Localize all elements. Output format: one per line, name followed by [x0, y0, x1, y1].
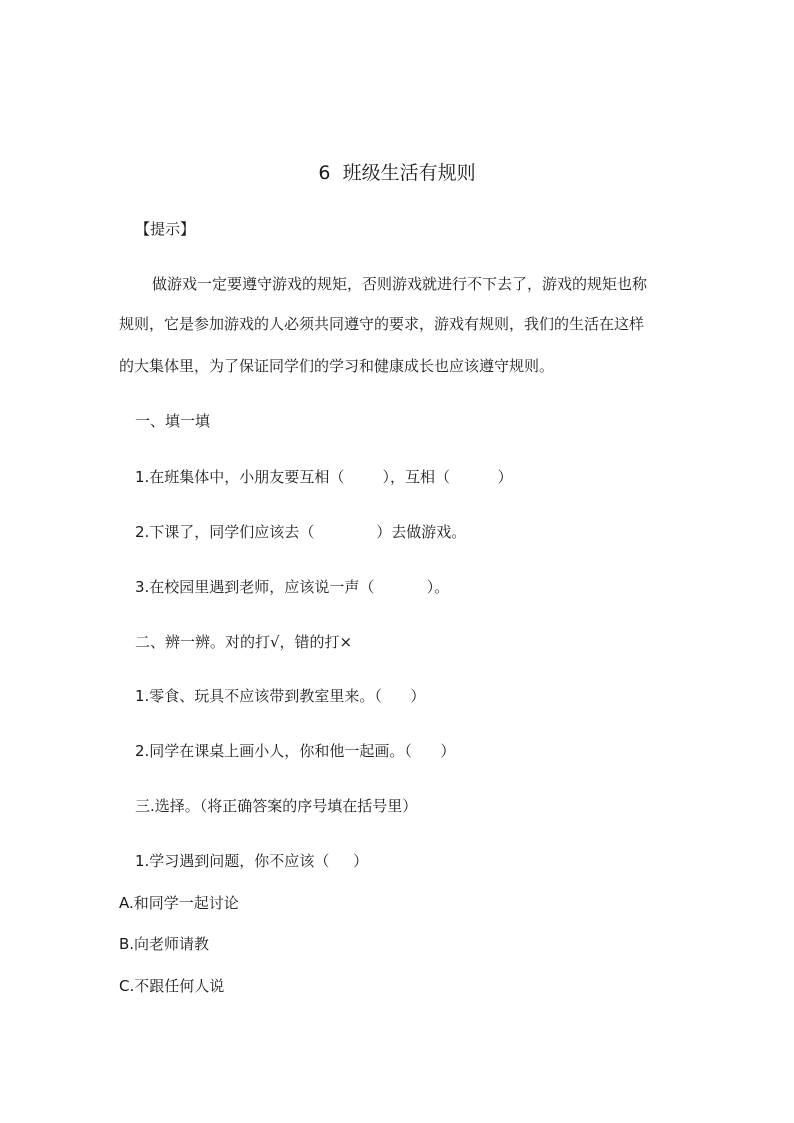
judge-question: 2.同学在课桌上画小人，你和他一起画。（ ）: [135, 742, 456, 760]
document-title: 6 班级生活有规则: [318, 162, 476, 184]
hint-line: 做游戏一定要遵守游戏的规矩，否则游戏就进行不下去了，游戏的规矩也称: [152, 275, 648, 293]
fill-question: 3.在校园里遇到老师，应该说一声（ ）。: [135, 578, 450, 596]
choice-question: 1.学习遇到问题，你不应该（ ）: [135, 852, 369, 870]
judge-question: 1.零食、玩具不应该带到教室里来。（ ）: [135, 687, 426, 705]
section1-heading: 一、填一填: [135, 412, 211, 430]
section3-heading: 三.选择。（将正确答案的序号填在括号里）: [135, 797, 418, 815]
section2-heading: 二、辨一辨。对的打√，错的打×: [135, 633, 353, 651]
fill-question: 2.下课了，同学们应该去（ ）去做游戏。: [135, 523, 467, 541]
hint-heading: 【提示】: [135, 220, 196, 238]
choice-option: B.向老师请教: [119, 935, 210, 953]
hint-line: 规则，它是参加游戏的人必须共同遵守的要求，游戏有规则，我们的生活在这样: [119, 315, 645, 333]
hint-line: 的大集体里，为了保证同学们的学习和健康成长也应该遵守规则。: [119, 357, 555, 375]
choice-option: C.不跟任何人说: [119, 977, 225, 995]
choice-option: A.和同学一起讨论: [119, 894, 239, 912]
fill-question: 1.在班集体中，小朋友要互相（ ），互相（ ）: [135, 468, 513, 486]
